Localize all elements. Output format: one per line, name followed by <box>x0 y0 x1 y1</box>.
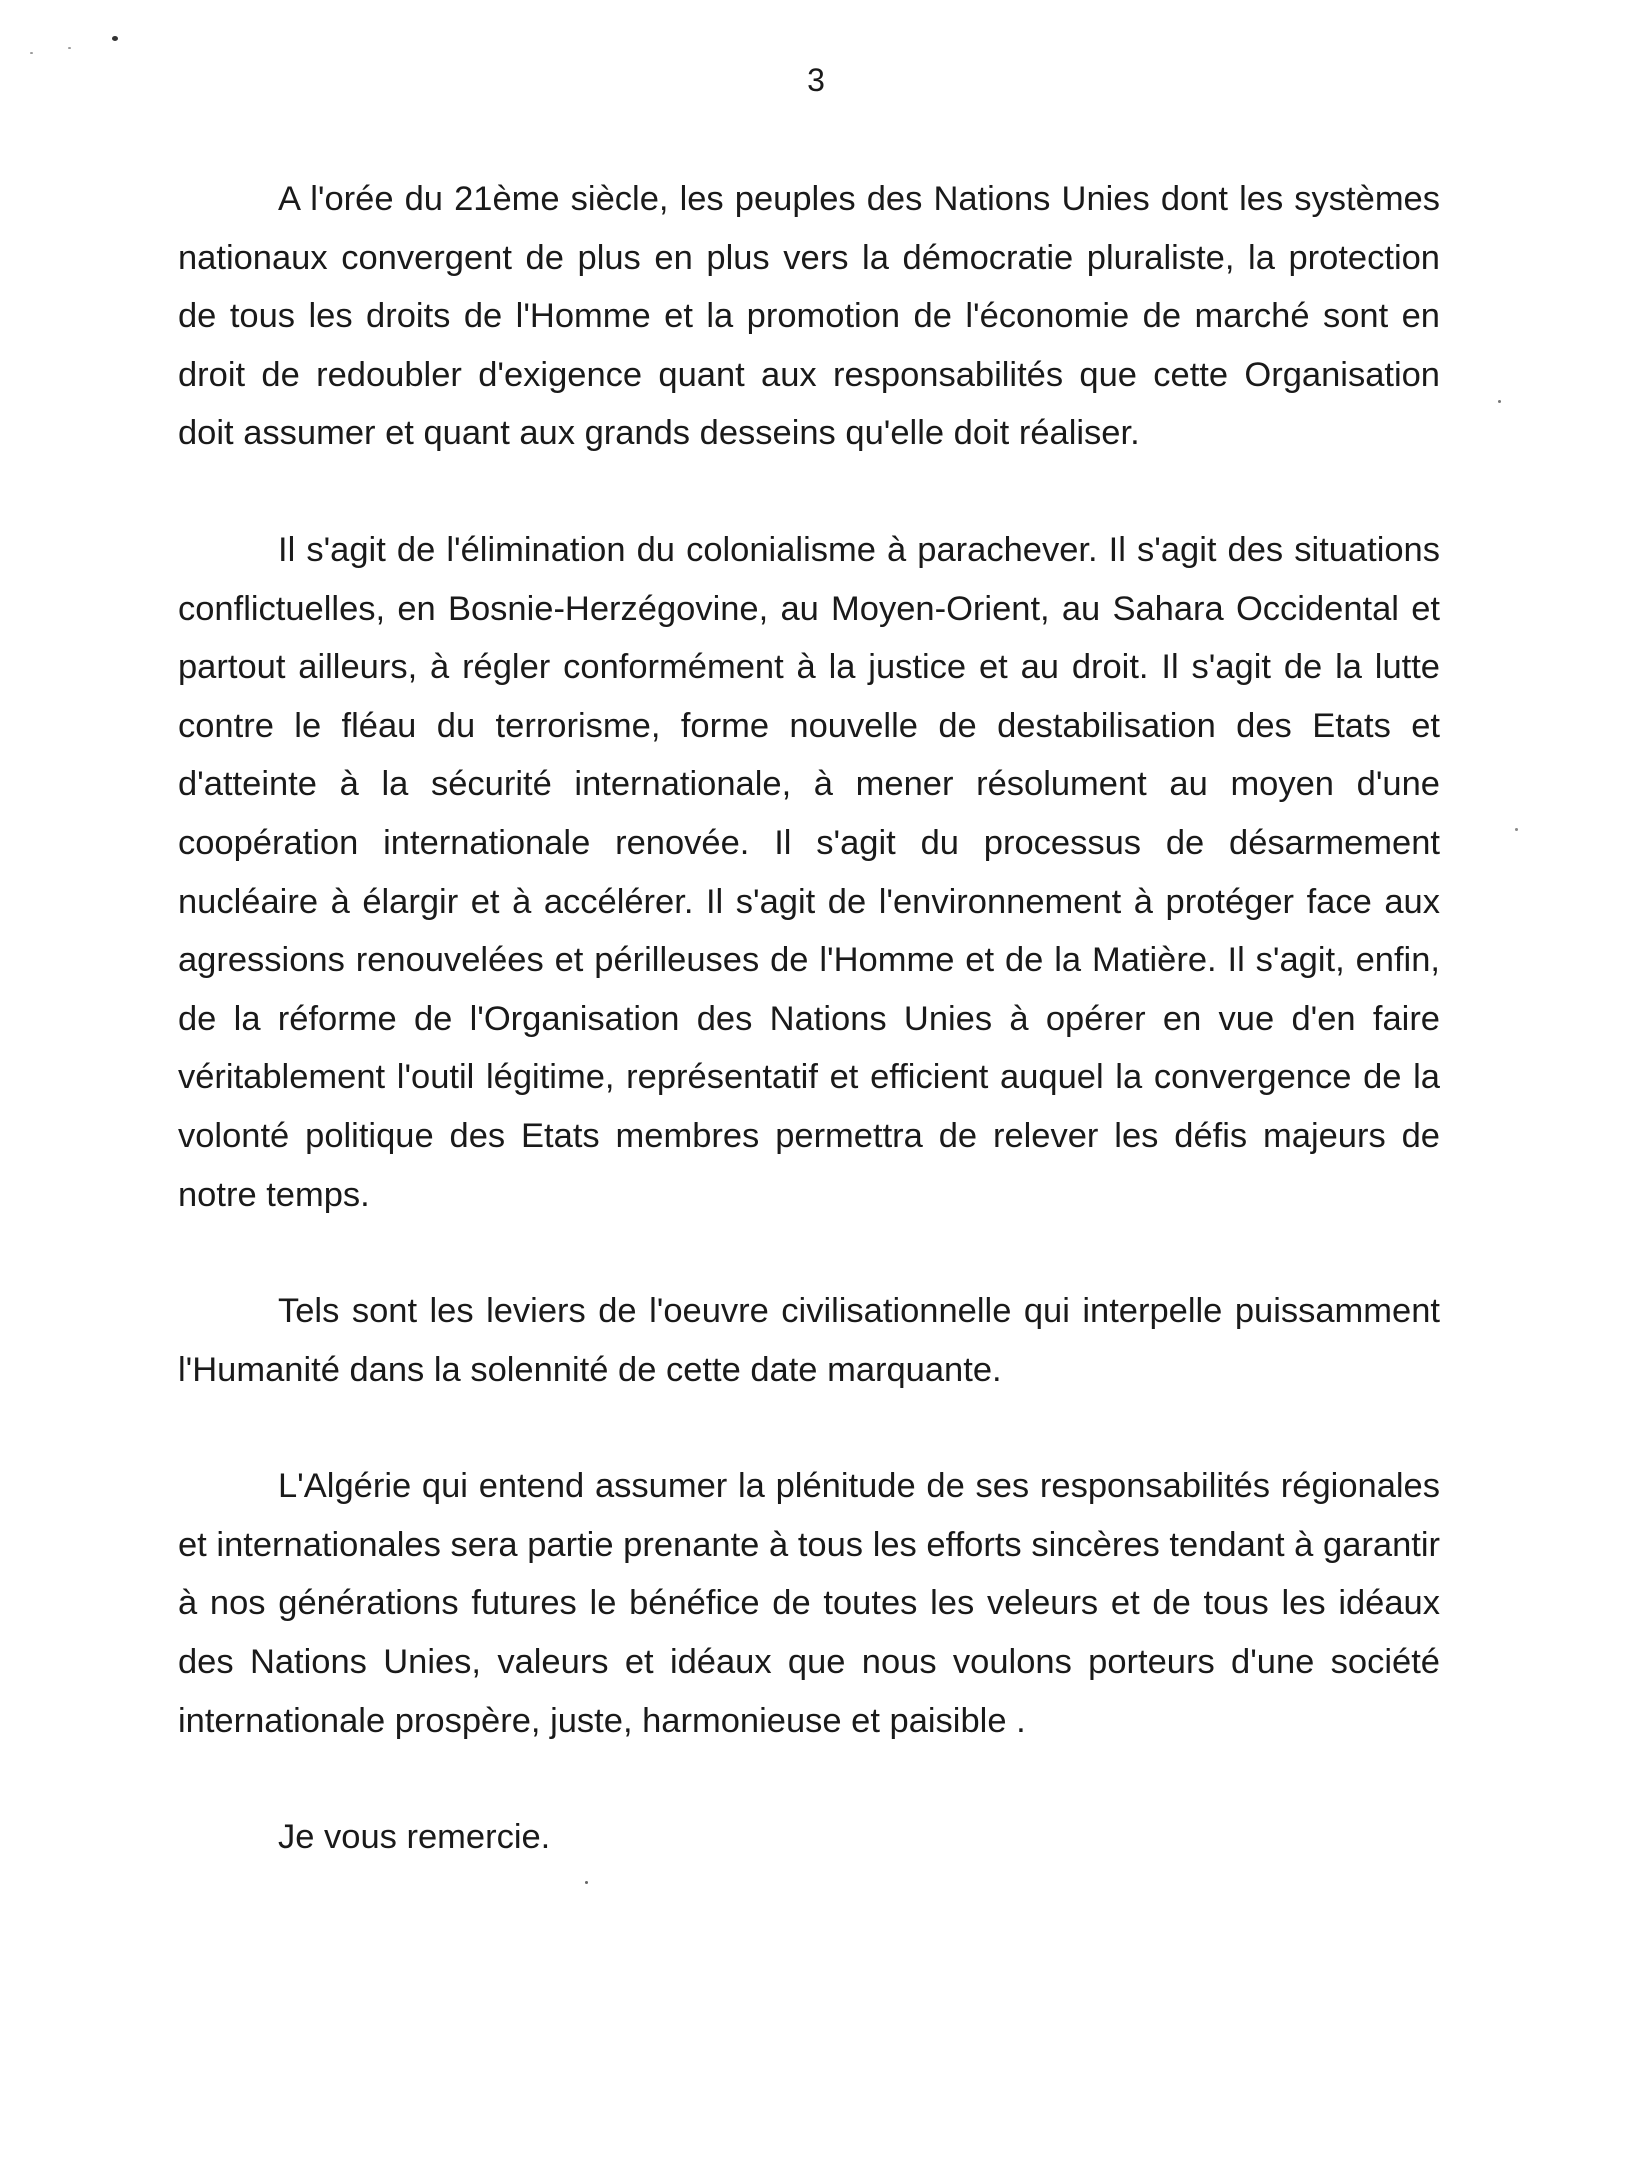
page-number: 3 <box>807 62 825 98</box>
scan-speck <box>112 36 118 41</box>
paragraph-3: Tels sont les leviers de l'oeuvre civilisationnelle qui interpelle puissamment l'Humanité dans la solennité de cette date marquante. <box>178 1292 1440 1389</box>
document-body <box>178 170 1440 1867</box>
scan-speck <box>68 47 71 49</box>
scan-speck <box>30 52 33 54</box>
paragraph-2: Il s'agit de l'élimination du colonialisme à parachever. Il s'agit des situations conflictuelles, en Bosnie-Herzégovine, au Moyen-Orient, au Sahara Occidental et partout ailleurs, à régler conformément à la justice et au droit. Il s'agit de la lutte contre le fléau du terrorisme, forme nouvelle de destabilisation des Etats et d'atteinte à la sécurité internationale, à mener résolument au moyen d'une coopération internationale renovée. Il s'agit du processus de désarmement nucléaire à élargir et à accélérer. Il s'agit de l'environnement à protéger face aux agressions renouvelées et périlleuses de l'Homme et de la Matière. Il s'agit, enfin, de la réforme de l'Organisation des Nations Unies à opérer en vue d'en faire véritablement l'outil légitime, représentatif et efficient auquel la convergence de la volonté politique des Etats membres permettra de relever les défis majeurs de notre temps. <box>178 530 1440 1214</box>
scan-speck <box>1498 400 1501 403</box>
scan-speck <box>585 1881 588 1884</box>
paragraph-4: L'Algérie qui entend assumer la plénitude de ses responsabilités régionales et internationales sera partie prenante à tous les efforts sincères tendant à garantir à nos générations futures le bénéfice de toutes les veleurs et de tous les idéaux des Nations Unies, valeurs et idéaux que nous voulons porteurs d'une société internationale prospère, juste, harmonieuse et paisible . <box>178 1467 1440 1740</box>
scan-speck <box>1515 828 1518 831</box>
closing-line: Je vous remercie. <box>278 1818 551 1857</box>
paragraph-1: A l'orée du 21ème siècle, les peuples des Nations Unies dont les systèmes nationaux convergent de plus en plus vers la démocratie pluraliste, la protection de tous les droits de l'Homme et la promotion de l'économie de marché sont en droit de redoubler d'exigence quant aux responsabilités que cette Organisation doit assumer et quant aux grands desseins qu'elle doit réaliser. <box>178 180 1440 453</box>
